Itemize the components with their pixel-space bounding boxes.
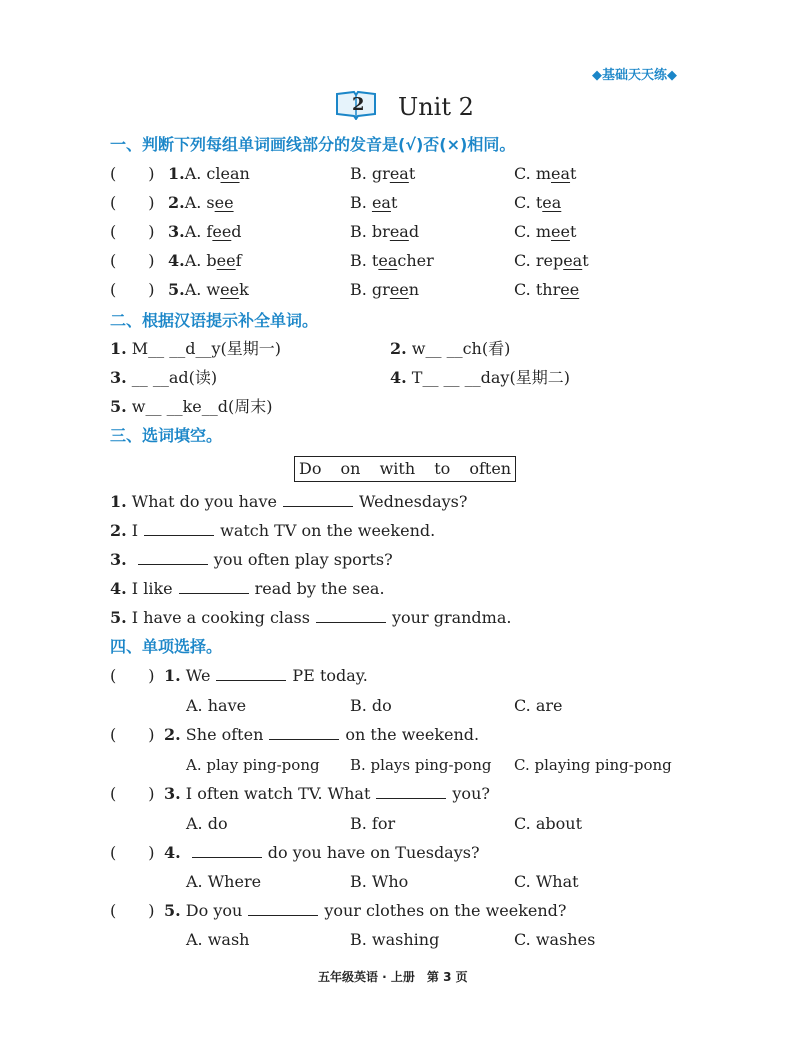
list-item: 2. w__ __ch(看) <box>390 339 511 358</box>
list-item: 4. I like read by the sea. <box>110 579 385 598</box>
unit-title: Unit 2 <box>398 93 474 121</box>
answer-paren: ( ) <box>110 251 155 270</box>
answer-paren: ( ) <box>110 193 155 212</box>
answer-blank[interactable] <box>216 666 286 681</box>
option-c[interactable]: C. about <box>514 814 582 833</box>
list-item: 4. T__ __ __day(星期二) <box>390 368 570 387</box>
question: 3. I often watch TV. What you? <box>164 784 490 803</box>
option-b: B. teacher <box>350 251 434 270</box>
option-b[interactable]: B. for <box>350 814 396 833</box>
answer-paren: ( ) <box>110 164 155 183</box>
option-c[interactable]: C. What <box>514 872 579 891</box>
list-item: 1. What do you have Wednesdays? <box>110 492 468 511</box>
list-item: 2. I watch TV on the weekend. <box>110 521 436 540</box>
word-box: Do on with to often <box>294 456 516 482</box>
header-tag: ◆基础天天练◆ <box>592 68 677 83</box>
option-a[interactable]: A. do <box>186 814 228 833</box>
unit-number: 2 <box>352 94 365 115</box>
option-c: C. tea <box>514 193 562 212</box>
option-c[interactable]: C. washes <box>514 930 596 949</box>
answer-paren: ( ) <box>110 280 155 299</box>
option-b[interactable]: B. do <box>350 696 392 715</box>
option-a[interactable]: A. wash <box>186 930 250 949</box>
section3-title: 三、选词填空。 <box>110 426 223 445</box>
list-item: 5. w__ __ke__d(周末) <box>110 397 273 416</box>
answer-blank[interactable] <box>192 843 262 858</box>
option-b[interactable]: B. Who <box>350 872 409 891</box>
list-item: 1. M__ __d__y(星期一) <box>110 339 282 358</box>
option-a[interactable]: A. Where <box>186 872 262 891</box>
answer-blank[interactable] <box>269 725 339 740</box>
answer-paren: ( ) <box>110 784 155 803</box>
answer-paren: ( ) <box>110 725 155 744</box>
option-b[interactable]: B. plays ping-pong <box>350 756 492 774</box>
question: 1. We PE today. <box>164 666 368 685</box>
list-item: 1.A. clean <box>168 164 250 183</box>
answer-blank[interactable] <box>179 579 249 594</box>
section4-title: 四、单项选择。 <box>110 637 223 656</box>
answer-paren: ( ) <box>110 901 155 920</box>
option-b[interactable]: B. washing <box>350 930 440 949</box>
list-item: 2.A. see <box>168 193 234 212</box>
list-item: 3. __ __ad(读) <box>110 368 218 387</box>
section1-title: 一、判断下列每组单词画线部分的发音是(√)否(×)相同。 <box>110 135 516 154</box>
option-c[interactable]: C. are <box>514 696 563 715</box>
question: 5. Do you your clothes on the weekend? <box>164 901 567 920</box>
answer-paren: ( ) <box>110 666 155 685</box>
option-b: B. great <box>350 164 416 183</box>
answer-paren: ( ) <box>110 222 155 241</box>
answer-blank[interactable] <box>316 608 386 623</box>
answer-blank[interactable] <box>248 901 318 916</box>
option-b: B. green <box>350 280 420 299</box>
option-c: C. meet <box>514 222 577 241</box>
option-c: C. meat <box>514 164 577 183</box>
page-footer: 五年级英语 · 上册 第 3 页 <box>318 970 468 984</box>
answer-blank[interactable] <box>138 550 208 565</box>
answer-blank[interactable] <box>144 521 214 536</box>
answer-paren: ( ) <box>110 843 155 862</box>
list-item: 3. you often play sports? <box>110 550 393 569</box>
list-item: 5. I have a cooking class your grandma. <box>110 608 512 627</box>
question: 4. do you have on Tuesdays? <box>164 843 480 862</box>
option-a[interactable]: A. have <box>186 696 247 715</box>
option-a[interactable]: A. play ping-pong <box>186 756 320 774</box>
list-item: 3.A. feed <box>168 222 242 241</box>
answer-blank[interactable] <box>283 492 353 507</box>
option-b: B. bread <box>350 222 420 241</box>
option-c: C. three <box>514 280 580 299</box>
list-item: 5.A. week <box>168 280 249 299</box>
list-item: 4.A. beef <box>168 251 242 270</box>
question: 2. She often on the weekend. <box>164 725 480 744</box>
option-c[interactable]: C. playing ping-pong <box>514 756 672 774</box>
option-c: C. repeat <box>514 251 589 270</box>
section2-title: 二、根据汉语提示补全单词。 <box>110 311 319 330</box>
answer-blank[interactable] <box>376 784 446 799</box>
option-b: B. eat <box>350 193 398 212</box>
